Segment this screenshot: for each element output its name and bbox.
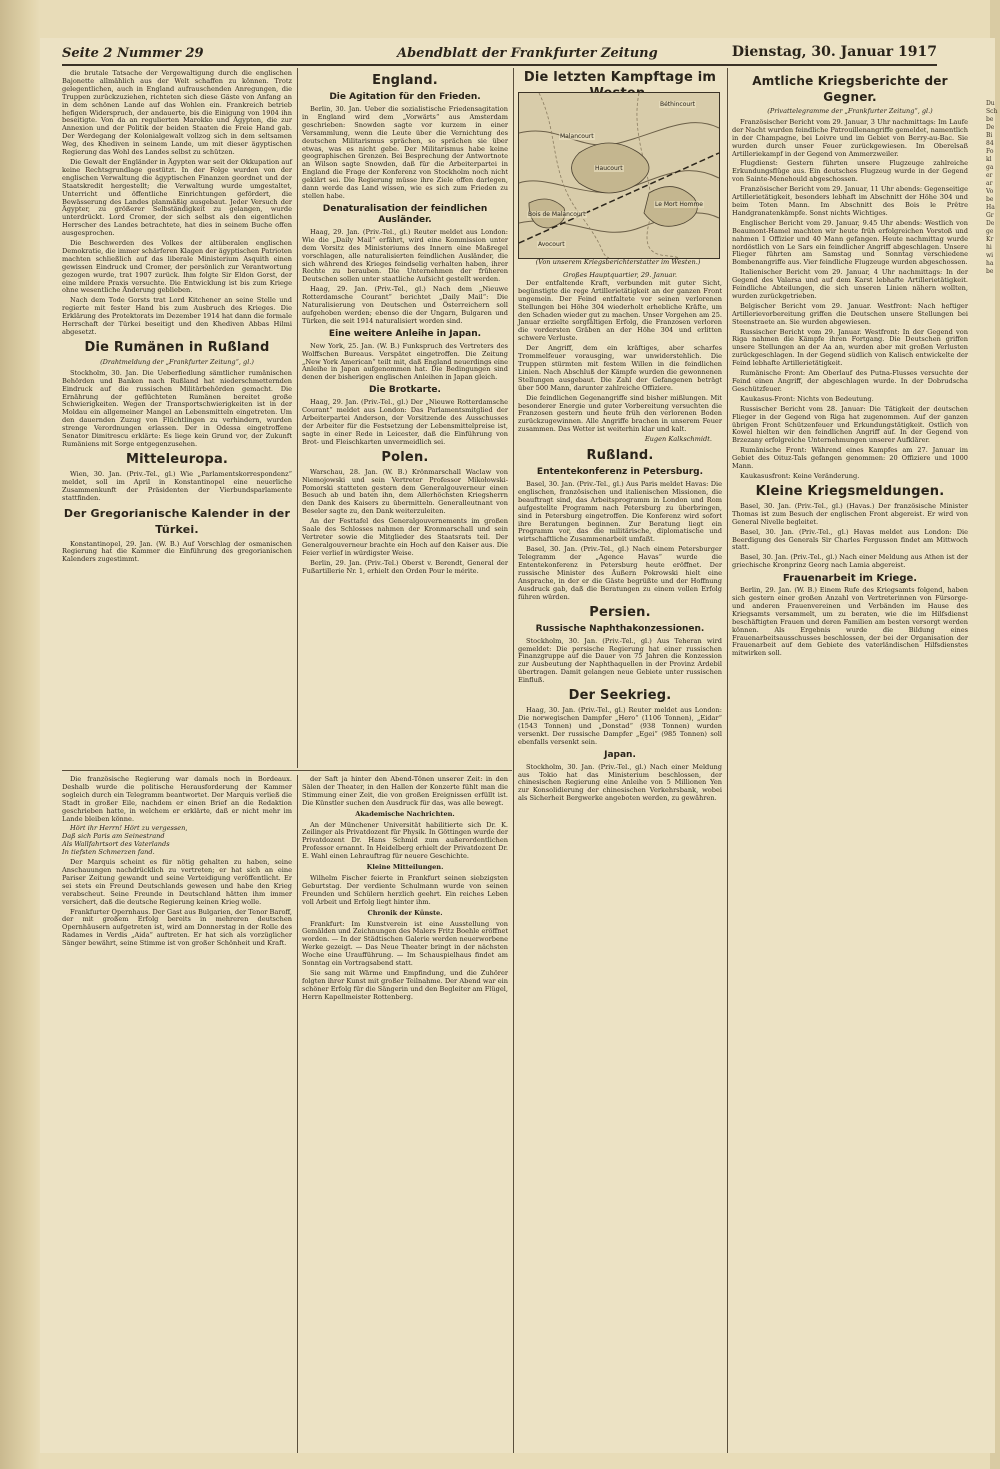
article-paragraph: Nach dem Tode Gorsts trat Lord Kitchener an seine Stelle und regierte mit fester Hand bis zum Ausbruch des Krieges. Die Erklärung des Protektorats im Dezember 1914 hat dann die formale Herrschaft der Türkei beseitigt und den Khediven Abbas Hilmi abgesetzt. [62, 296, 292, 336]
column-4 [732, 70, 968, 1452]
headline-denaturalisation: Denaturalisation der feindlichen Ausländer. [322, 203, 488, 225]
article-paragraph: Die Beschwerden des Volkes der altüberalen englischen Demokratie, die immer schärferen Klagen der ägyptischen Patrioten machten schließlich auf das liberale Ministerium Asquith einen gewissen Eindruck und Cromer, der persönlich zur Verantwortung gezogen wurde, trat 1907 zurück. Ihm folgte Sir Eldon Gorst, der eine mildere Praxis versuchte. Die Entwicklung ist bis zum Kriege ohne wesentliche Änderung geblieben. [62, 239, 292, 295]
article-paragraph: Berlin, 29. Jan. (W. B.) Einem Rufe des Kriegsamts folgend, haben sich gestern einer großen Anzahl von Vertreterinnen von Fürsorge- und anderen Frauenvereinen und Verbänden im Hause des Kriegsamts versammelt, um zu beraten, wie die im Hilfsdienst beschäftigten Frauen und deren Familien am besten versorgt werden können. Als Ergebnis wurde die Bildung eines Frauenarbeitsausschusses beschlossen, der bei der Organisation der Frauenarbeit auf dem Gebiete des vaterländischen Hilfsdienstes mitwirken soll. [732, 586, 968, 658]
article-paragraph: Rumänische Front: Am Oberlauf des Putna-Flusses versuchte der Feind einen Angriff, der abgeschlagen wurde. In der Dobrudscha Geschützfeuer. [732, 369, 968, 393]
map-drawing [519, 93, 719, 258]
article-paragraph: Berlin, 30. Jan. Ueber die sozialistische Friedensagitation in England wird dem „Vorwärts“ aus Amsterdam geschrieben: Snowden sagte vor kurzem in einer Versammlung, wenn die Leute über die Vernichtung des deutschen Militarismus sprächen, so sprächen sie über etwas, was es nicht gebe. Der Militarismus habe keine geographischen Grenzen. Bei Besprechung der Antwortnote an Wilson sagte Snowden, daß für die Arbeiterpartei in England die Frage der Konferenz von Stockholm noch nicht geklärt sei. Die Regierung müsse ihre Ziele offen darlegen, dann werde das Land wissen, wie es sich zum Frieden zu stellen habe. [302, 105, 508, 200]
headline-mitteleuropa: Mitteleuropa. [125, 451, 229, 467]
article-paragraph: Rumänische Front: Während eines Kampfes am 27. Januar im Gebiet des Oituz-Tals gefangen genommen: 20 Offiziere und 1000 Mann. [732, 446, 968, 471]
article-paragraph: der Saft ja hinter den Abend-Tönen unserer Zeit: in den Sälen der Theater, in den Hallen der Konzerte fühlt man die Stimmung einer Zeit, die von großen Ereignissen erfüllt ist. Die Künstler suchen den Ausdruck für das, was alle bewegt. [302, 775, 508, 807]
article-paragraph: Basel, 30. Jan. (Priv.-Tel., gl.) Nach einem Petersburger Telegramm der „Agence Havas“ wurde die Ententekonferenz in Petersburg heute eröffnet. Der russische Minister des Äußern Pokrowski hielt eine Ansprache, in der er die Gäste begrüßte und der Hoffnung Ausdruck gab, daß die Beratungen zu einem vollen Erfolg führen würden. [518, 545, 722, 601]
adjacent-page-fragment: Du Sch be De Bi 84 Fo kl ga er ar Vo be Ha Gr De ge Kr hi wi ha be [986, 100, 998, 275]
battle-map [518, 92, 720, 259]
feuilleton-column-1 [62, 776, 292, 1452]
column-rule-3 [727, 68, 728, 1453]
headline-brotkarte: Die Brotkarte. [369, 385, 441, 396]
article-paragraph: Frankfurt: Im Kunstverein ist eine Ausstellung von Gemälden und Zeichnungen des Malers Fritz Boehle eröffnet worden. — In der Städtischen Galerie werden neuerworbene Werke gezeigt. — Das Neue Theater bringt in der nächsten Woche eine Uraufführung. — Im Schauspielhaus findet am Sonntag ein Vortragsabend statt. [302, 919, 508, 968]
headline-rumaenen: Die Rumänen in Rußland [84, 339, 270, 355]
map-label: Béthincourt [660, 101, 696, 108]
column-rule-1 [297, 68, 298, 768]
column-1 [62, 70, 292, 768]
headline-kampftage: Die letzten Kampftage im [523, 70, 717, 85]
issue-date: Dienstag, 30. Januar 1917 [731, 44, 937, 60]
article-paragraph: Haag, 30. Jan. (Priv.-Tel., gl.) Reuter meldet aus London: Die norwegischen Dampfer „Hero“ (1106 Tonnen), „Eidar“ (1543 Tonnen) und „Donstad“ (938 Tonnen) wurden versenkt. Der russische Dampfer „Egei“ (985 Tonnen) soll ebenfalls versenkt sein. [518, 706, 722, 746]
map-label: Le Mort Homme [655, 201, 703, 208]
article-paragraph: Frankfurter Opernhaus. Der Gast aus Bulgarien, der Tenor Baroff, der mit großem Erfolg bereits in mehreren deutschen Opernhäusern aufgetreten ist, wird am Donnerstag in der Rolle des Radames in Verdis „Aida“ auftreten. Er hat sich als vorzüglicher Sänger bewährt, seine Stimme ist von großer Schönheit und Kraft. [62, 907, 292, 948]
section-heading: Akademische Nachrichten. [355, 809, 455, 818]
article-paragraph: Italienischer Bericht vom 29. Januar, 4 Uhr nachmittags: In der Gegend des Valarsa und auf dem Karst lebhafte Artillerietätigkeit. Feindliche Abteilungen, die sich unseren Linien nähern wollten, wurden zurückgetrieben. [732, 268, 968, 300]
article-paragraph: Basel, 30. Jan. (Priv.-Tel., gl.) Havas meldet aus London: Die Beerdigung des Generals Sir Charles Fergusson findet am Mittwoch statt. [732, 527, 968, 552]
headline-kleine-meldungen: Kleine Kriegsmeldungen. [755, 483, 945, 499]
article-paragraph: Der entfaltende Kraft, verbunden mit guter Sicht, begünstigte die rege Artillerietätigkeit an der ganzen Front ungemein. Der Feind entfaltete vor seinen verlorenen Stellungen bei Höhe 304 wiederholt erhebliche Kräfte, um den Schaden wieder gut zu machen. Unser Vorgehen am 25. Januar erzielte sorgfältigen Erfolg, die Franzosen verloren die vordersten Gräben an der Höhe 304 und erlitten schwere Verluste. [518, 278, 722, 343]
poem: Hört ihr Herrn! Hört zu vergessen, Daß sich Paris am Seinestrand Als Wallfahrtsort des Vaterlands In tiefsten Schmerzen fand. [62, 824, 188, 857]
article-paragraph: Die feindlichen Gegenangriffe sind bisher mißlungen. Mit besonderer Energie und guter Vorbereitung versuchten die Franzosen gestern und heute früh den verlorenen Boden zurückzugewinnen. Alle Angriffe brachen in unserem Feuer zusammen. Das Wetter ist weiterhin klar und kalt. [518, 393, 722, 434]
newspaper-name: Abendblatt der Frankfurter Zeitung [397, 46, 658, 61]
article-paragraph: Kaukasusfront: Keine Veränderung. [740, 471, 860, 480]
feuilleton-rule [62, 770, 512, 771]
headline-anleihe: Eine weitere Anleihe in Japan. [328, 328, 482, 339]
column-2 [302, 70, 508, 768]
article-paragraph: Berlin, 29. Jan. (Priv.-Tel.) Oberst v. Berendt, General der Fußartillerie Nr. 1, erhielt den Orden Pour le mérite. [302, 558, 508, 575]
headline-england: England. [372, 73, 438, 88]
article-paragraph: Basel, 30. Jan. (Priv.-Tel., gl.) Aus Paris meldet Havas: Die englischen, französischen und italienischen Missionen, die beauftragt sind, das Arbeitsprogramm in London und Rom aufgestellte Programm nach Petersburg zu überbringen, sind in Petersburg eingetroffen. Die Konferenz wird sofort ihre Beratungen beginnen. Zur Beratung liegt ein Programm vor, das die militärische, diplomatische und wirtschaftliche Zusammenarbeit umfaßt. [518, 480, 722, 544]
article-paragraph: An der Münchener Universität habilitierte sich Dr. K. Zeilinger als Privatdozent für Physik. In Göttingen wurde der Privatdozent Dr. Hans Schmid zum außerordentlichen Professor ernannt. In Heidelberg erhielt der Privatdozent Dr. E. Wahl einen Lehrauftrag für neuere Geschichte. [302, 820, 508, 861]
article-paragraph: An der Festtafel des Generalgouvernements im großen Saale des Schlosses nahmen der Kronmarschall und sein Vertreter sowie die Mitglieder des Staatsrats teil. Der Generalgouverneur brachte ein Hoch auf den Kaiser aus. Die Feier verlief in würdigster Weise. [302, 517, 508, 557]
article-paragraph: Wien, 30. Jan. (Priv.-Tel., gl.) Wie „Parlamentskorrespondenz“ meldet, soll im April in Konstantinopel eine neuerliche Zusammenkunft der Präsidenten der Vierbundsparlamente stattfinden. [62, 469, 292, 502]
column-3 [518, 272, 722, 1452]
headline-naphtha: Russische Naphthakonzessionen. [535, 623, 705, 634]
article-paragraph: die brutale Tatsache der Vergewaltigung durch die englischen Bajonette allmählich aus der Welt schaffen zu können. Trotz gelegentlichen, auch in England aufrauschenden Anregungen, die Truppen zurückzuziehen, richteten sich diese Gäste von Anfang an in dem schönen Lande auf das Wohlen ein. Frankreich betrieb hefigen Widerspruch, der andauerte, bis die Einigung von 1904 ihn beseitigte. Von da an regulierten Marokko und Ägypten, die zur Annexion und der Politik der beiden Staaten die Freie Hand gab. Der Werdegang der Kolonialgewalt vollzog sich in dem seltsamen Weg, des Khediven in seinem Lande, um mit dieser ägyptischen Regierung das Wohl des Landes selbst zu schützen. [62, 69, 292, 157]
headline-persien: Persien. [589, 604, 651, 620]
article-paragraph: Die Gewalt der Engländer in Ägypten war seit der Okkupation auf keine Rechtsgrundlage gestützt. In der Folge wurden von der englischen Verwaltung die ägyptischen Finanzen geordnet und der Staatskredit hergestellt; die Verwaltung wurde umgestaltet, Unterricht und öffentliche Einrichtungen gefördert, die Bewässerung des Landes planmäßig ausgebaut. Jeder Versuch der Ägypter, zu größerer Selbständigkeit zu gelangen, wurde unterdrückt. Lord Cromer, der sich selbst als den eigentlichen Herrscher des Landes betrachtete, hat dies in seinem Buche offen ausgesprochen. [62, 157, 292, 238]
article-paragraph: Französischer Bericht vom 29. Januar, 3 Uhr nachmittags: Im Laufe der Nacht wurden feindliche Patrouillenangriffe gemeldet, namentlich in der Champagne, bei Loivre und im Gebiet von Berry-au-Bac. Sie wurden durch unser Feuer zurückgewiesen. Im Oberelsaß Artilleriekampf in der Gegend von Ammerzweiler. [732, 117, 968, 158]
article-paragraph: Basel, 30. Jan. (Priv.-Tel., gl.) Nach einer Meldung aus Athen ist der griechische Kronprinz Georg nach Lamia abgereist. [732, 553, 968, 570]
section-heading: Chronik der Künste. [367, 908, 443, 917]
article-paragraph: Russischer Bericht vom 29. Januar. Westfront: In der Gegend von Riga nahmen die Kämpfe ihren Fortgang. Die Deutschen griffen unsere Stellungen an der Aa an, wurden aber mit großen Verlusten zurückgeschlagen. In der Gegend südlich von Kalisch entwickelte der Feind lebhafte Artillerietätigkeit. [732, 327, 968, 368]
article-paragraph: Die französische Regierung war damals noch in Bordeaux. Deshalb wurde die politische Herausforderung der Kammer sogleich durch ein Telegramm beantwortet. Der Marquis verließ die Stadt in großer Eile, nachdem er einen Brief an die Redaktion geschrieben hatte, in welchem er erklärte, daß er nicht mehr im Lande bleiben könne. [62, 775, 292, 823]
article-paragraph: Basel, 30. Jan. (Priv.-Tel., gl.) (Havas.) Der französische Minister Thomas ist zum Besuch der englischen Front abgereist. Er wird von General Nivelle begleitet. [732, 501, 968, 526]
article-paragraph: Konstantinopel, 29. Jan. (W. B.) Auf Vorschlag der osmanischen Regierung hat die Kammer die Einführung des gregorianischen Kalenders zugestimmt. [62, 539, 292, 564]
article-paragraph: Stockholm, 30. Jan. (Priv.-Tel., gl.) Nach einer Meldung aus Tokio hat das Ministerium beschlossen, der chinesischen Regierung eine Anleihe von 5 Millionen Yen zur Konsolidierung der chinesischen Verkehrsbank, wobei als Sicherheit Bergwerke angeboten werden, zu gewähren. [518, 762, 722, 803]
article-paragraph: Sie sang mit Wärme und Empfindung, und die Zuhörer folgten ihrer Kunst mit großer Teilnahme. Der Abend war ein schöner Erfolg für die Sängerin und den Begleiter am Flügel, Herrn Kapellmeister Rottenberg. [302, 968, 508, 1001]
article-paragraph: Flugdienst: Gestern führten unsere Flugzeuge zahlreiche Erkundungsflüge aus. Ein deutsches Flugzeug wurde in der Gegend von Sainte-Menehould abgeschossen. [732, 159, 968, 184]
map-label: Haucourt [595, 165, 623, 172]
article-paragraph: Belgischer Bericht vom 29. Januar. Westfront: Nach heftiger Artillerievorbereitung griffen die Deutschen unsere Stellungen bei Steenstraete an. Sie wurden abgewiesen. [732, 301, 968, 326]
page-number-label: Seite 2 Nummer 29 [62, 46, 204, 61]
map-label: Malancourt [560, 133, 594, 140]
article-paragraph: Warschau, 28. Jan. (W. B.) Krönmarschall Waclaw von Niemojowski und sein Vertreter Professor Mikołowski-Pomorski statteten gestern dem Generalgouverneur einen Besuch ab und baten ihn, dem Allerhöchsten Kriegsherrn den Dank des Kaisers zu übermitteln. Generalleutnant von Beseler sagte zu, den Dank weiterzuleiten. [302, 467, 508, 516]
page-header [62, 44, 937, 66]
article-paragraph: Wilhelm Fischer feierte in Frankfurt seinen siebzigsten Geburtstag. Der verdiente Schulmann wurde von seinen Freunden und Schülern herzlich geehrt. Ein reiches Leben voll Arbeit und Erfolg liegt hinter ihm. [302, 873, 508, 906]
article-paragraph: Russischer Bericht vom 28. Januar: Die Tätigkeit der deutschen Flieger in der Gegend von Riga hat zugenommen. Auf der ganzen übrigen Front Schützenfeuer und Erkundungstätigkeit. Ostlich von Kowel hielten wir den feindlichen Angriff auf. In der Gegend von Brzezany erfolgreiche Unternehmungen unserer Aufklärer. [732, 404, 968, 445]
article-paragraph: Stockholm, 30. Jan. (Priv.-Tel., gl.) Aus Teheran wird gemeldet: Die persische Regierung hat einer russischen Finanzgruppe auf die Dauer von 75 Jahren die Konzession zur Ausbeutung der Naphthaquellen in der Provinz Ardebil übertragen. Damit gelangen neue Gebiete unter russischen Einfluß. [518, 636, 722, 685]
column-rule-2 [513, 68, 514, 1453]
headline-frauenarbeit: Frauenarbeit im Kriege. [782, 573, 918, 585]
dateline: Großes Hauptquartier, 29. Januar. [563, 271, 677, 279]
article-paragraph: Der Marquis scheint es für nötig gehalten zu haben, seine Anschauungen nachdrücklich zu vertreten; er hat sich an eine Pariser Zeitung gewandt und seine Verteidigung veröffentlicht. Er sei stets ein Freund Deutschlands gewesen und habe den Krieg verabscheut. Seine Freunde in Deutschland hätten ihm immer versichert, daß die deutsche Regierung keinen Krieg wolle. [62, 858, 292, 906]
column-3-head [518, 70, 722, 92]
headline-kalender: Der Gregorianische Kalender in der Türkei. [63, 506, 291, 536]
page-binding [0, 0, 40, 1469]
article-paragraph: Kaukasus-Front: Nichts von Bedeutung. [740, 394, 874, 403]
headline-agitation: Die Agitation für den Frieden. [329, 92, 481, 102]
headline-japan: Japan. [604, 749, 636, 760]
headline-seekrieg: Der Seekrieg. [568, 688, 672, 704]
article-paragraph: New York, 25. Jan. (W. B.) Funkspruch des Vertreters des Wolffschen Bureaus. Verspätet eingetroffen. Die Zeitung „New York American“ teilt mit, daß England neuerdings eine Anleihe in Japan aufgenommen hat. Die Bedingungen sind denen der bisherigen englischen Anleihen in Japan gleich. [302, 341, 508, 382]
section-heading: Kleine Mitteilungen. [366, 863, 444, 872]
article-paragraph: Stockholm, 30. Jan. Die Ueberfiedlung sämtlicher rumänischen Behörden und Banken nach Rußland hat niederschmetternden Eindruck auf die russischen Militärbehörden gemacht. Die Ernährung der geflüchteten Rumänen bereitet große Schwierigkeiten. Wegen der Transportschwierigkeiten ist in der Moldau ein allgemeiner Mangel an Lebensmitteln eingetreten. Um den dauernden Zuzug von Flüchtlingen zu verhindern, wurden strenge Verordnungen erlassen. Der in Odessa eingetroffene Senator Dimitrescu erklärte: Es liege kein Grund vor, der Zukunft Rumäniens mit Sorge entgegenzusehen. [62, 368, 292, 448]
headline-polen: Polen. [381, 449, 429, 465]
map-label: Avocourt [538, 241, 565, 248]
column-rule-bottom [297, 775, 298, 1453]
map-label: Bois de Malancourt [528, 211, 586, 218]
article-paragraph: Französischer Bericht vom 29. Januar, 11 Uhr abends: Gegenseitige Artillerietätigkeit, besonders lebhaft im Abschnitt der Höhe 304 und beim Toten Mann. Im Abschnitt des Bois le Prêtre Handgranatenkämpfe. Sonst nichts Wichtiges. [732, 185, 968, 217]
article-paragraph: Haag, 29. Jan. (Priv.-Tel., gl.) Der „Nieuwe Rotterdamsche Courant“ meldet aus London: Das Parlamentsmitglied der Arbeiterpartei Anderson, der Vorsitzende des Ausschusses der Arbeiter für die Festsetzung der Lebensmittelpreise ist, sagte in einer Rede in Leicester, daß die Einführung von Brot- und Fleischkarten unvermeidlich sei. [302, 398, 508, 446]
headline-kriegsberichte: Amtliche Kriegsberichte der Gegner. [752, 74, 948, 104]
author-signature: Eugen Kalkschmidt. [644, 435, 712, 444]
feuilleton-column-2 [302, 776, 508, 1452]
subline-rumaenen: (Drahtmeldung der „Frankfurter Zeitung“, gl.) [100, 357, 254, 366]
article-paragraph: Haag, 29. Jan. (Priv.-Tel., gl.) Reuter meldet aus London: Wie die „Daily Mail“ erfährt, wird eine Kommission unter dem Vorsitz des Ministeriums des Innern eine Maßregel vorschlagen, alle naturalisierten feindlichen Ausländer, die sich während des Krieges feindselig verhalten haben, ihrer Rechte zu berauben. Die Unternehmen der früheren Deutschen sollen unter staatliche Aufsicht gestellt werden. [302, 227, 508, 284]
article-paragraph: Der Angriff, dem ein kräftiges, aber scharfes Trommelfeuer vorausging, war unwiderstehlich. Die Truppen stürmten mit festem Willen in die feindlichen Linien. Nach Abschluß der Kämpfe wurden die gewonnenen Stellungen ausgebaut. Die Zahl der Gefangenen beträgt über 500 Mann, darunter zahlreiche Offiziere. [518, 344, 722, 392]
article-paragraph: Englischer Bericht vom 29. Januar, 9.45 Uhr abends: Westlich von Beaumont-Hamel machten wir heute früh erfolgreichen Vorstoß und nahmen 1 Offizier und 40 Mann gefangen. Heute nachmittag wurde nordöstlich von Le Sars ein feindlicher Angriff abgeschlagen. Unsere Flieger führten am Samstag und Sonntag verschiedene Bombenangriffe aus. Vier feindliche Flugzeuge wurden abgeschossen. [732, 218, 968, 267]
subline-kriegsberichte: (Privattelegramme der „Frankfurter Zeitung“, gl.) [767, 107, 933, 115]
headline-ententekonferenz: Ententekonferenz in Petersburg. [536, 467, 704, 478]
map-caption: (Von unserem Kriegsberichterstatter im Westen.) [535, 258, 701, 266]
article-paragraph: Haag, 29. Jan. (Priv.-Tel., gl.) Nach dem „Nieuwe Rotterdamsche Courant“ berichtet „Daily Mail“: Die Naturalisierung von Deutschen und Österreichern soll aufgehoben werden; ebenso die der Ungarn, Bulgaren und Türken, die seit 1914 naturalisiert worden sind. [302, 285, 508, 325]
headline-russland: Rußland. [586, 448, 654, 464]
